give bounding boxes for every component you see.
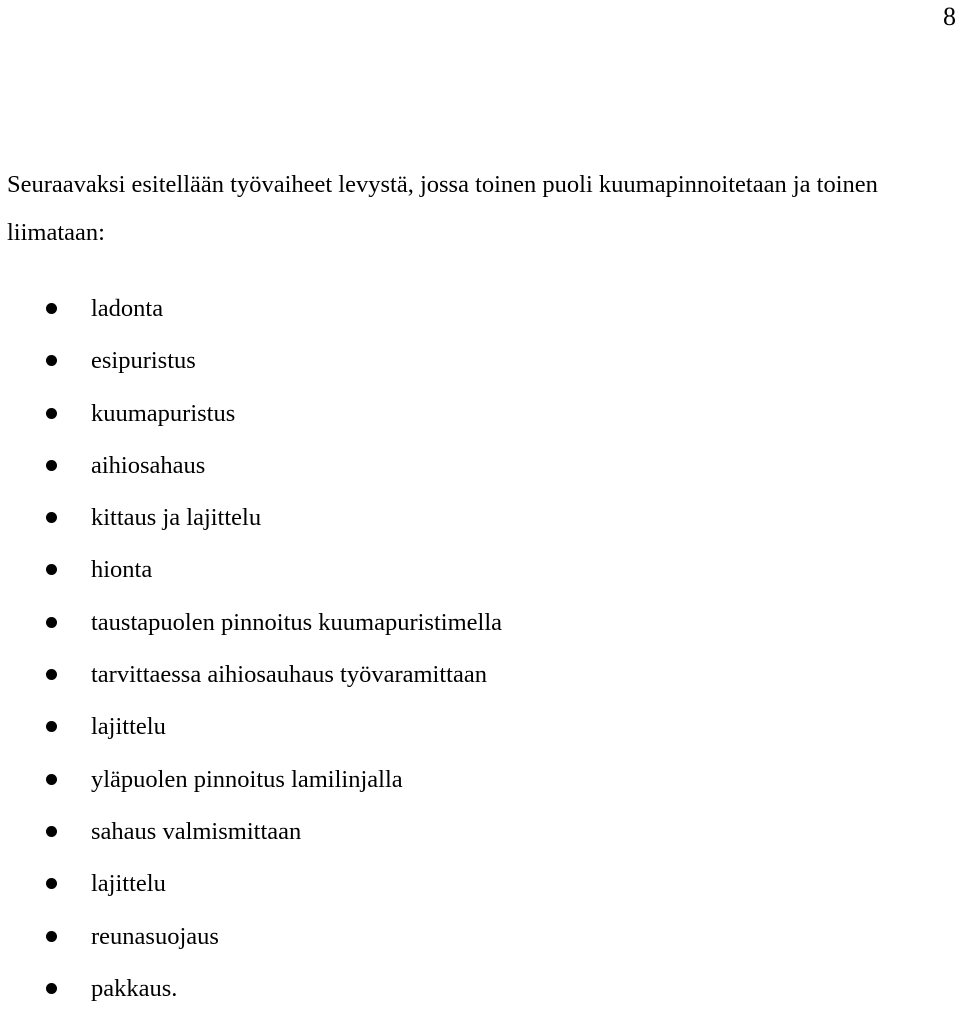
- list-item-label: ladonta: [91, 295, 164, 322]
- bullet-icon: [46, 355, 57, 366]
- bullet-icon: [46, 617, 57, 628]
- list-item: [0, 597, 502, 649]
- bullet-icon: [46, 460, 57, 471]
- list-item-label: kuumapuristus: [91, 399, 236, 427]
- list-item-label: reunasuojaus: [91, 922, 219, 950]
- list-item: [0, 335, 502, 387]
- list-item: [0, 806, 502, 858]
- list-item-label: tarvittaessa aihiosauhaus työvaramittaan: [91, 661, 487, 689]
- list-item: [0, 754, 502, 806]
- list-item-label: kittaus ja lajittelu: [91, 504, 262, 532]
- bullet-icon: [46, 826, 57, 837]
- list-item: [0, 963, 502, 1015]
- list-item-label: taustapuolen pinnoitus kuumapuristimella: [91, 608, 502, 636]
- list-item-label: sahaus valmismittaan: [91, 817, 302, 845]
- list-item-label: esipuristus: [91, 347, 196, 375]
- list-item: [0, 701, 502, 753]
- bullet-icon: [46, 721, 57, 732]
- list-item-label: yläpuolen pinnoitus lamilinjalla: [91, 765, 403, 793]
- bullet-icon: [46, 669, 57, 680]
- page-number: 8: [943, 2, 956, 31]
- work-steps-list: [0, 283, 502, 1015]
- list-item: [0, 911, 502, 963]
- list-item: [0, 544, 502, 596]
- list-item: [0, 492, 502, 544]
- intro-paragraph: Seuraavaksi esitellään työvaiheet levystä, jossa toinen puoli kuumapinnoitetaan ja toinen liimataan:: [7, 171, 878, 246]
- bullet-icon: [46, 408, 57, 419]
- bullet-icon: [46, 512, 57, 523]
- bullet-icon: [46, 983, 57, 994]
- list-item-label: pakkaus.: [91, 974, 178, 1002]
- list-item: [0, 440, 502, 492]
- list-item: [0, 649, 502, 701]
- list-item-label: lajittelu: [91, 713, 166, 741]
- list-item-label: hionta: [91, 556, 153, 584]
- list-item-label: lajittelu: [91, 870, 166, 898]
- bullet-icon: [46, 564, 57, 575]
- bullet-icon: [46, 931, 57, 942]
- list-item: [0, 858, 502, 910]
- list-item: [0, 283, 502, 335]
- bullet-icon: [46, 774, 57, 785]
- bullet-icon: [46, 878, 57, 889]
- bullet-icon: [46, 303, 57, 314]
- list-item-label: aihiosahaus: [91, 451, 206, 479]
- list-item: [0, 388, 502, 440]
